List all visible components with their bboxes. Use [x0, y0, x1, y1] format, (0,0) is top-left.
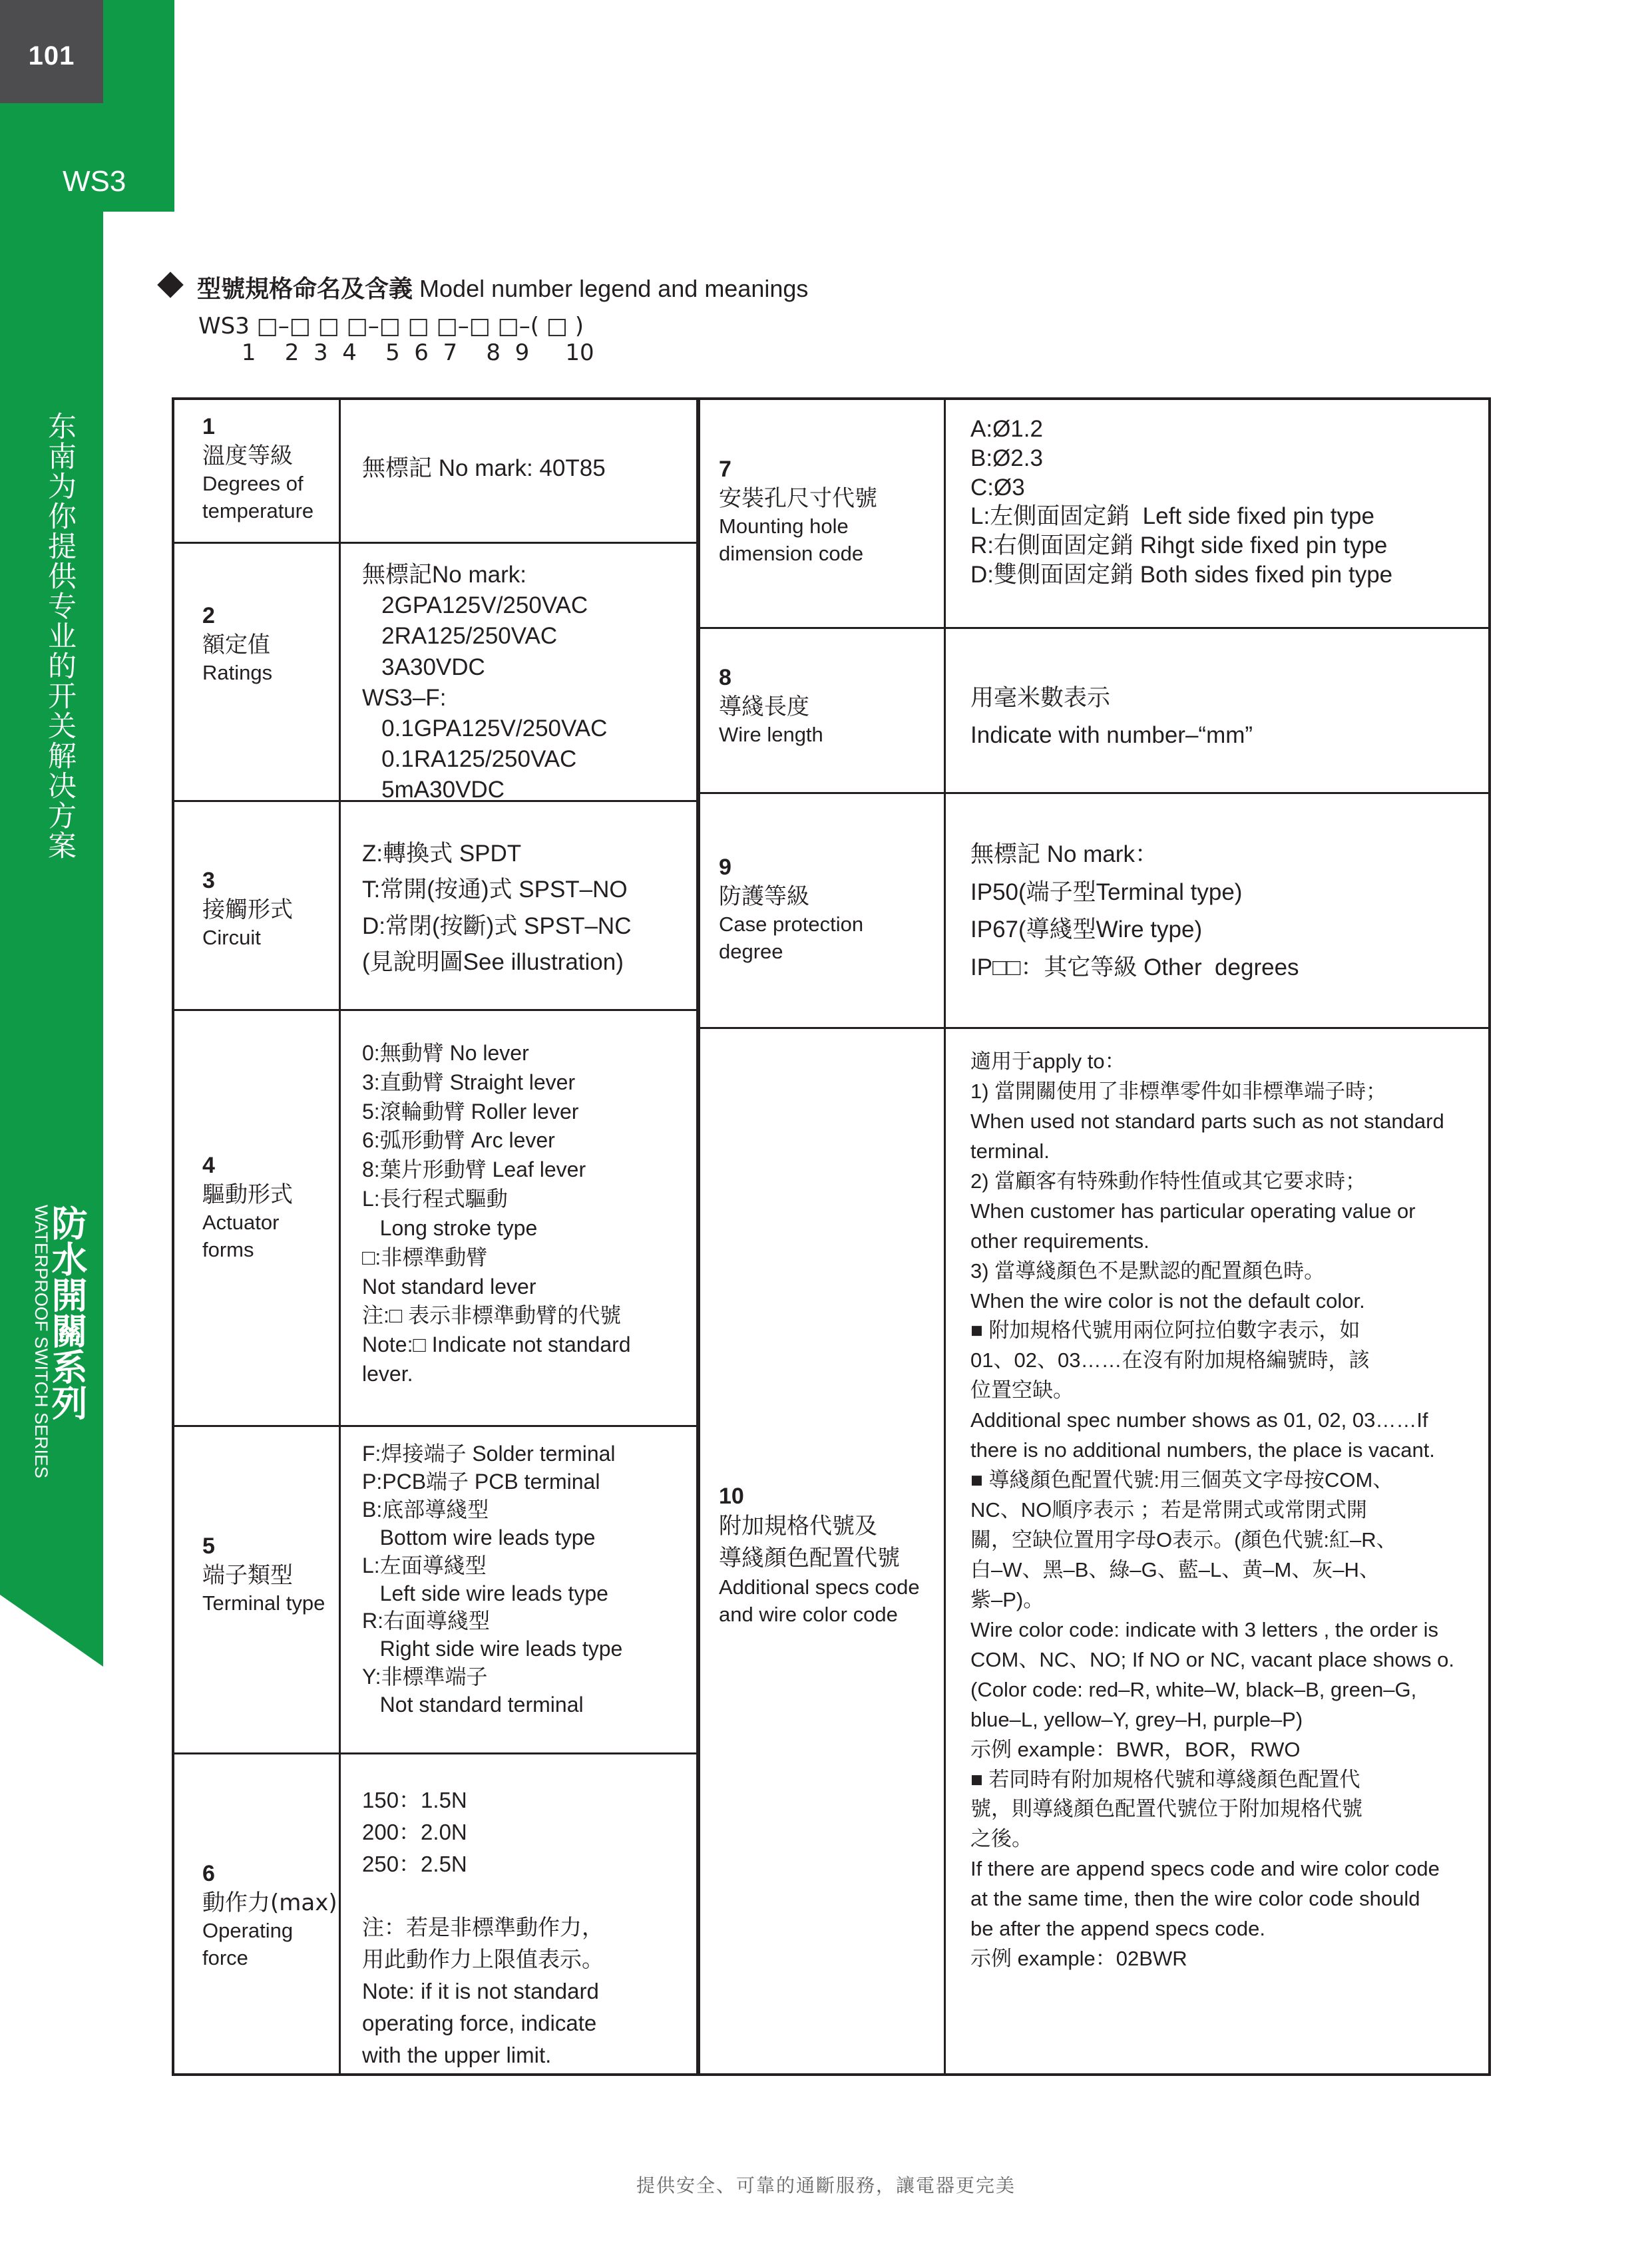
sidebar-series-en: WATERPROOF SWITCH SERIES — [31, 1205, 51, 1479]
row-6-desc: 150：1.5N 200：2.0N 250：2.5N 注：若是非標準動作力， 用此動作力上限值表示。 Note: if it is not standard operating force, indicate with the upper limit. — [362, 1788, 604, 2067]
row-8-desc: 用毫米數表示 Indicate with number–“mm” — [970, 685, 1253, 748]
series-code: WS3 — [63, 165, 126, 198]
legend-table — [172, 397, 1491, 2076]
row-4-desc: 0:無動臂 No lever 3:直動臂 Straight lever 5:滾輪動臂 Roller lever 6:弧形動臂 Arc lever 8:葉片形動臂 Leaf lever L:長行程式驅動 Long stroke type □:非標準動臂 Not standard lever 注:□ 表示非標準動臂的代號 Note:□ Indicate not standard lever. — [362, 1041, 631, 1386]
model-code-pattern: WS3 □–□ □ □–□ □ □–□ □–( □ ) — [198, 313, 584, 339]
row-5-label: 5 端子類型 Terminal type — [202, 1533, 325, 1615]
heading-title-en: Model number legend and meanings — [419, 275, 809, 302]
row-7-desc: A:Ø1.2 B:Ø2.3 C:Ø3 L:左側面固定銷 Left side fixed pin type R:右側面固定銷 Rihgt side fixed pin type D:雙側面固定銷 Both sides fixed pin type — [970, 416, 1393, 588]
heading-title-cn: 型號規格命名及含義 — [197, 276, 413, 303]
row-7-label: 7 安裝孔尺寸代號 Mounting hole dimension code — [719, 457, 877, 565]
row-5-desc: F:焊接端子 Solder terminal P:PCB端子 PCB terminal B:底部導綫型 Bottom wire leads type L:左面導綫型 Left side wire leads type R:右面導綫型 Right side wire leads type Y:非標準端子 Not standard terminal — [362, 1442, 623, 1717]
row-1-desc: 無標記 No mark: 40T85 — [362, 455, 606, 481]
section-heading — [197, 270, 808, 304]
diamond-bullet-icon — [157, 272, 184, 298]
row-2-label: 2 額定值 Ratings — [202, 603, 273, 685]
row-9-label: 9 防護等級 Case protection degree — [719, 855, 864, 963]
row-2-desc: 無標記No mark: 2GPA125V/250VAC 2RA125/250VAC 3A30VDC WS3–F: 0.1GPA125V/250VAC 0.1RA125/250VAC 5mA30VDC — [362, 562, 608, 803]
row-4-label: 4 驅動形式 Actuator forms — [202, 1153, 293, 1261]
row-6-label: 6 動作力(max) Operating force — [202, 1861, 337, 1969]
page-footer: 提供安全、可靠的通斷服務，讓電器更完美 — [636, 2174, 1016, 2196]
sidebar-slogan: 东南为你提供专业的开关解决方案 — [43, 411, 77, 861]
sidebar-series-cn: 防水開關系列 — [46, 1205, 88, 1420]
row-10-desc: 適用于apply to： 1) 當開關使用了非標準零件如非標準端子時； When used not standard parts such as not standard terminal. 2) 當顧客有特殊動作特性值或其它要求時； When customer has particular operating value or other requirements. 3) 當導綫顏色不是默認的配置顏色時。 When the wire color is not the default color. ■ 附加規格代號用兩位阿拉伯數字表示，如 01、02、03……在沒有附加規格編號時，該 位置空缺。 Additional spec number shows as 01, 02, 03……If there is no additional numbers, the place is vacant. ■ 導綫顏色配置代號:用三個英文字母按COM、 NC、NO順序表示 ；若是常開式或常閉式開 關，空缺位置用字母O表示。(顏色代號:紅–R、 白–W、黑–B、綠–G、藍–L、黄–M、灰–H、 紫–P)。 Wire color code: indicate with 3 letters , the order is COM、NC、NO; If NO or NC, vacant place shows o. (Color code: red–R, white–W, black–B, green–G, blue–L, yellow–Y, grey–H, purple–P) 示例 example：BWR，BOR，RWO ■ 若同時有附加規格代號和導綫顏色配置代 號，則導綫顏色配置代號位于附加規格代號 之後。 If there are append specs code and wire color code at the same time, then the wire color code should be after the append specs code. 示例 example：02BWR — [970, 1050, 1454, 1971]
row-8-label: 8 導綫長度 Wire length — [719, 665, 823, 747]
model-code-index: 1 2 3 4 5 6 7 8 9 10 — [198, 339, 594, 366]
row-10-label: 10 附加規格代號及 導綫顏色配置代號 Additional specs code and wire color code — [719, 1484, 920, 1626]
row-3-label: 3 接觸形式 Circuit — [202, 868, 293, 950]
row-1-label: 1 溫度等級 Degrees of temperature — [202, 414, 314, 522]
page-number: 101 — [28, 41, 75, 71]
row-9-desc: 無標記 No mark： IP50(端子型Terminal type) IP67(導綫型Wire type) IP□□：其它等級 Other degrees — [970, 841, 1299, 981]
row-3-desc: Z:轉換式 SPDT T:常開(按通)式 SPST–NO D:常閉(按斷)式 SPST–NC (見說明圖See illustration) — [362, 841, 632, 975]
